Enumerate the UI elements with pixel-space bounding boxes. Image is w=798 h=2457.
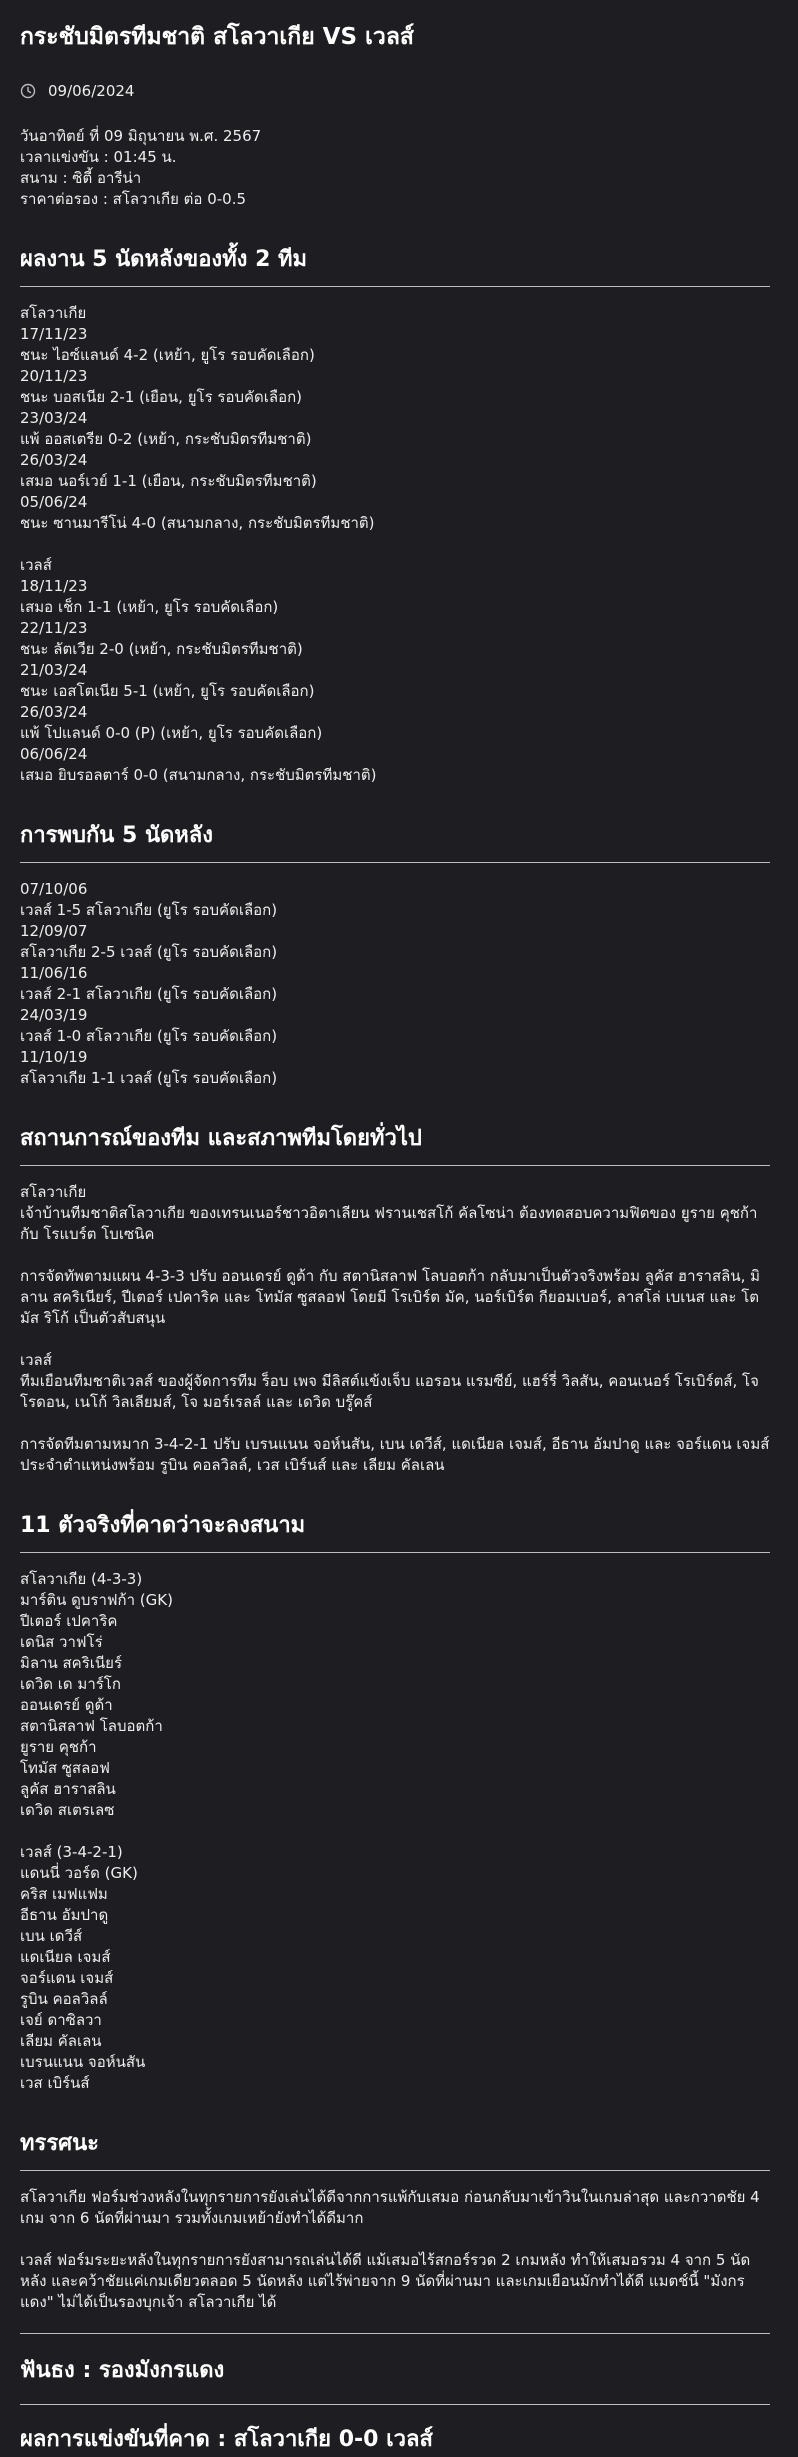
list-item: สโลวาเกีย 1-1 เวลส์ (ยูโร รอบคัดเลือก) xyxy=(20,1069,278,1087)
player-item: แดนนี่ วอร์ด (GK) xyxy=(20,1864,138,1882)
analysis-section xyxy=(20,2128,770,2313)
list-item: 06/06/24 xyxy=(20,745,88,763)
list-item: เวลส์ xyxy=(20,556,52,574)
list-item: 11/06/16 xyxy=(20,964,88,982)
player-item: แดเนียล เจมส์ xyxy=(20,1948,111,1966)
player-item: สตานิสลาฟ โลบอตก้า xyxy=(20,1717,163,1735)
player-item: ออนเดรย์ ดูด้า xyxy=(20,1696,113,1714)
analysis-heading: ทรรศนะ xyxy=(20,2128,770,2171)
player-item: เดนิส วาฟโร่ xyxy=(20,1633,103,1651)
predicted-result: ผลการแข่งขันที่คาด : สโลวาเกีย 0-0 เวลส์ xyxy=(20,2427,433,2452)
form-team2-list xyxy=(20,555,770,786)
list-item: เสมอ ยิบรอลตาร์ 0-0 (สนามกลาง, กระชับมิตรทีมชาติ) xyxy=(20,766,377,784)
list-item: 18/11/23 xyxy=(20,577,88,595)
list-item: 05/06/24 xyxy=(20,493,88,511)
list-item: แพ้ ออสเตรีย 0-2 (เหย้า, กระชับมิตรทีมชาติ) xyxy=(20,430,312,448)
player-item: เบรนแนน จอห์นสัน xyxy=(20,2053,146,2071)
news-team2-name: เวลส์ xyxy=(20,1351,52,1369)
list-item: 23/03/24 xyxy=(20,409,88,427)
player-item: เดวิด สเตรเลซ xyxy=(20,1801,115,1819)
list-item: สโลวาเกีย 2-5 เวลส์ (ยูโร รอบคัดเลือก) xyxy=(20,943,278,961)
page-title: กระชับมิตรทีมชาติ สโลวาเกีย VS เวลส์ xyxy=(20,24,414,50)
player-item: เดวิด เด มาร์โก xyxy=(20,1675,121,1693)
list-item: ชนะ ลัตเวีย 2-0 (เหย้า, กระชับมิตรทีมชาติ) xyxy=(20,640,303,658)
list-item: ชนะ ซานมารีโน่ 4-0 (สนามกลาง, กระชับมิตรทีมชาติ) xyxy=(20,514,375,532)
list-item: 26/03/24 xyxy=(20,451,88,469)
player-item: เวส เบิร์นส์ xyxy=(20,2074,90,2092)
player-item: ยูราย คุชก้า xyxy=(20,1738,97,1756)
divider xyxy=(20,2333,770,2334)
list-item: 11/10/19 xyxy=(20,1048,88,1066)
list-item: 21/03/24 xyxy=(20,661,88,679)
player-item: ลูคัส ฮาราสลิน xyxy=(20,1780,116,1798)
player-item: จอร์แดน เจมส์ xyxy=(20,1969,114,1987)
lineups-section xyxy=(20,1510,770,2094)
list-item: สโลวาเกีย xyxy=(20,304,87,322)
match-odds: ราคาต่อรอง : สโลวาเกีย ต่อ 0-0.5 xyxy=(20,190,247,208)
form-heading: ผลงาน 5 นัดหลังของทั้ง 2 ทีม xyxy=(20,244,770,287)
post-date: 09/06/2024 xyxy=(48,82,135,100)
list-item: เวลส์ 2-1 สโลวาเกีย (ยูโร รอบคัดเลือก) xyxy=(20,985,278,1003)
list-item: แพ้ โปแลนด์ 0-0 (P) (เหย้า, ยูโร รอบคัดเลือก) xyxy=(20,724,323,742)
analysis-team2-paragraph: เวลส์ ฟอร์มระยะหลังในทุกรายการยังสามารถเล่นได้ดี แม้เสมอไร้สกอร์รวด 2 เกมหลัง ทำให้เสมอรวม 4 จาก 5 นัดหลัง และคว้าชัยแค่เกมเดียวตลอด 5 นัดหลัง แต่ไร้พ่ายจาก 9 นัดที่ผ่านมา และเกมเยือนมักทำได้ดี แมตช์นี้ "มังกรแดง" ไม่ได้เป็นรองบุกเจ้า สโลวาเกีย ได้ xyxy=(20,2251,751,2311)
news-team1-name: สโลวาเกีย xyxy=(20,1183,87,1201)
news-team1-lineup-paragraph: การจัดทัพตามแผน 4-3-3 ปรับ ออนเดรย์ ดูด้า กับ สตานิสลาฟ โลบอตก้า กลับมาเป็นตัวจริงพร้อม ลูคัส ฮาราสลิน, มิลาน สคริเนียร์, ปีเตอร์ เปคาริค และ โทมัส ซูสลอฟ โดยมี โรเบิร์ต มัค, นอร์เบิร์ต กียอมเบอร์, ลาสโล่ เบเนส และ โตมัส ริโก้ เป็นตัวสับสนุน xyxy=(20,1267,760,1327)
clock-icon xyxy=(20,83,36,99)
h2h-section xyxy=(20,820,770,1089)
player-item: อีธาน อัมปาดู xyxy=(20,1906,109,1924)
list-item: เวลส์ 1-0 สโลวาเกีย (ยูโร รอบคัดเลือก) xyxy=(20,1027,278,1045)
player-item: รูบิน คอลวิลล์ xyxy=(20,1990,108,2008)
list-item: 26/03/24 xyxy=(20,703,88,721)
player-item: โทมัส ซูสลอฟ xyxy=(20,1759,110,1777)
list-item: 12/09/07 xyxy=(20,922,88,940)
form-section xyxy=(20,244,770,786)
player-item: เวลส์ (3-4-2-1) xyxy=(20,1843,123,1861)
match-info xyxy=(20,126,770,210)
analysis-team1-paragraph: สโลวาเกีย ฟอร์มช่วงหลังในทุกรายการยังเล่นได้ดีจากการแพ้กับเสมอ ก่อนกลับมาเข้าวินในเกมล่าสุด และกวาดชัย 4 เกม จาก 6 นัดที่ผ่านมา รวมทั้งเกมเหย้ายังทำได้ดีมาก xyxy=(20,2188,760,2227)
match-day: วันอาทิตย์ ที่ 09 มิถุนายน พ.ศ. 2567 xyxy=(20,127,262,145)
news-team2-paragraph: ทีมเยือนทีมชาติเวลส์ ของผู้จัดการทีม ร็อบ เพจ มีลิสต์แข้งเจ็บ แอรอน แรมซีย์, แฮร์รี่ วิลสัน, คอนเนอร์ โรเบิร์ตส์, โจ โรดอน, เนโก้ วิลเลียมส์, โจ มอร์เรลล์ และ เดวิด บรู๊คส์ xyxy=(20,1372,759,1411)
list-item: ชนะ บอสเนีย 2-1 (เยือน, ยูโร รอบคัดเลือก) xyxy=(20,388,303,406)
match-venue: สนาม : ซิตี้ อารีน่า xyxy=(20,169,142,187)
h2h-list xyxy=(20,879,770,1089)
form-team1-list xyxy=(20,303,770,534)
list-item: 17/11/23 xyxy=(20,325,88,343)
list-item: 20/11/23 xyxy=(20,367,88,385)
list-item: ชนะ ไอซ์แลนด์ 4-2 (เหย้า, ยูโร รอบคัดเลือก) xyxy=(20,346,315,364)
list-item: 07/10/06 xyxy=(20,880,88,898)
prediction-pick: ฟันธง : รองมังกรแดง xyxy=(20,2354,770,2405)
news-section xyxy=(20,1123,770,1476)
list-item: 22/11/23 xyxy=(20,619,88,637)
list-item: 24/03/19 xyxy=(20,1006,88,1024)
list-item: เสมอ เช็ก 1-1 (เหย้า, ยูโร รอบคัดเลือก) xyxy=(20,598,279,616)
h2h-heading: การพบกัน 5 นัดหลัง xyxy=(20,820,770,863)
list-item: ชนะ เอสโตเนีย 5-1 (เหย้า, ยูโร รอบคัดเลือก) xyxy=(20,682,315,700)
player-item: เลียม คัลเลน xyxy=(20,2032,102,2050)
date-row xyxy=(20,82,770,100)
list-item: เสมอ นอร์เวย์ 1-1 (เยือน, กระชับมิตรทีมชาติ) xyxy=(20,472,317,490)
lineups-heading: 11 ตัวจริงที่คาดว่าจะลงสนาม xyxy=(20,1510,770,1553)
player-item: เบน เดวีส์ xyxy=(20,1927,83,1945)
player-item: เจย์ ดาซิลวา xyxy=(20,2011,102,2029)
news-heading: สถานการณ์ของทีม และสภาพทีมโดยทั่วไป xyxy=(20,1123,770,1166)
lineup-team1-list xyxy=(20,1569,770,1821)
player-item: ปีเตอร์ เปคาริค xyxy=(20,1612,118,1630)
player-item: มาร์ติน ดูบราฟก้า (GK) xyxy=(20,1591,173,1609)
player-item: มิลาน สคริเนียร์ xyxy=(20,1654,122,1672)
list-item: เวลส์ 1-5 สโลวาเกีย (ยูโร รอบคัดเลือก) xyxy=(20,901,278,919)
news-team2-lineup-paragraph: การจัดทีมตามหมาก 3-4-2-1 ปรับ เบรนแนน จอห์นสัน, เบน เดวีส์, แดเนียล เจมส์, อีธาน อัมปาดู และ จอร์แดน เจมส์ ประจำตำแหน่งพร้อม รูบิน คอลวิลล์, เวส เบิร์นส์ และ เลียม คัลเลน xyxy=(20,1435,770,1474)
lineup-team2-list xyxy=(20,1842,770,2094)
news-team1-paragraph: เจ้าบ้านทีมชาติสโลวาเกีย ของเทรนเนอร์ชาวอิตาเลียน ฟรานเชสโก้ คัลโซน่า ต้องทดสอบความฟิตของ ยูราย คุชก้า กับ โรแบร์ต โบเซนิค xyxy=(20,1204,758,1243)
match-time: เวลาแข่งขัน : 01:45 น. xyxy=(20,148,177,166)
player-item: สโลวาเกีย (4-3-3) xyxy=(20,1570,143,1588)
player-item: คริส เมฟแฟม xyxy=(20,1885,108,1903)
